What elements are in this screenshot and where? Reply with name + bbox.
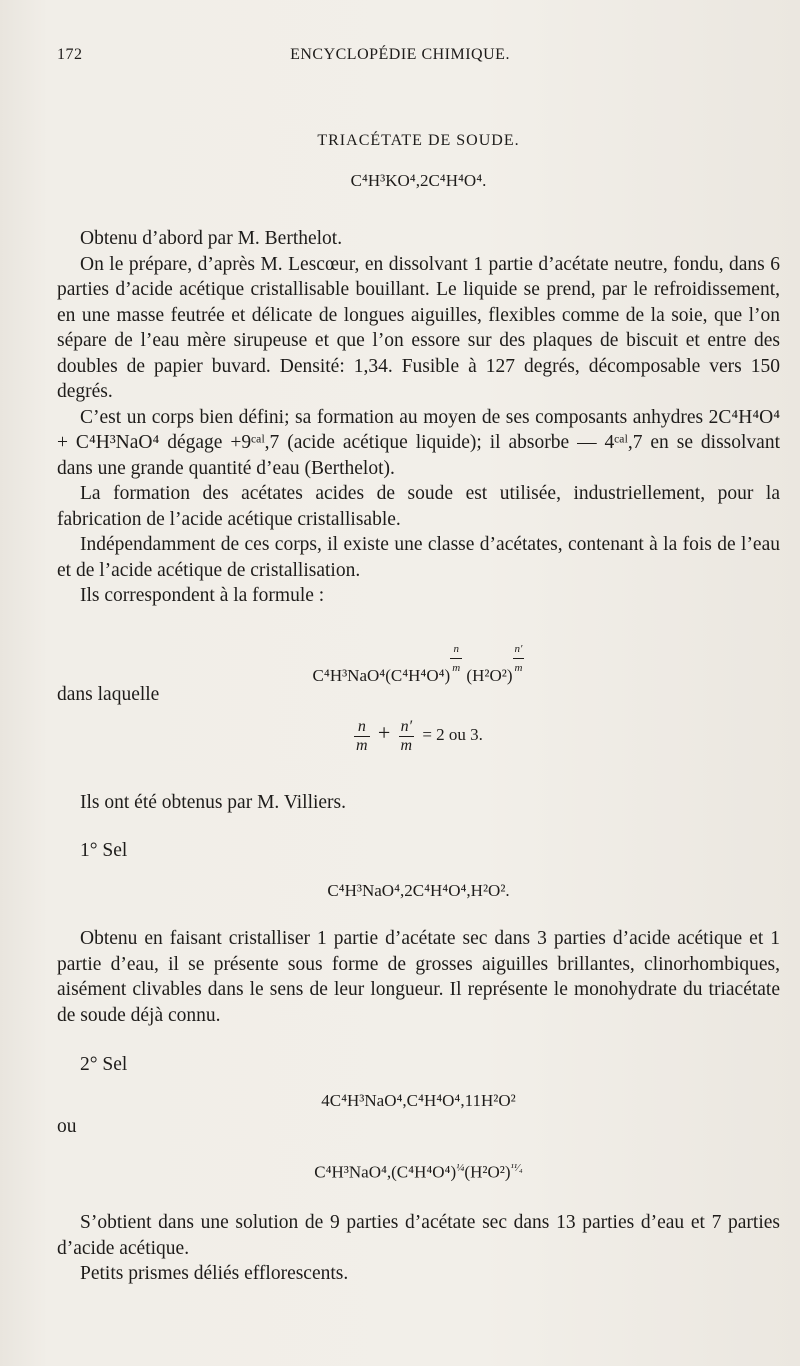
equation-plus: + [377, 720, 391, 746]
sel-2-label: 2° Sel [80, 1054, 128, 1075]
fraction-n-over-m [354, 718, 370, 755]
paragraph-7: Ils ont été obtenus par M. Villiers. [80, 792, 347, 813]
section-formula: C⁴H³KO⁴,2C⁴H⁴O⁴. [350, 171, 487, 190]
paragraph-9: S’obtient dans une solution de 9 parties d’acétate sec dans 13 parties d’eau et 7 parties d’acide acétique. [57, 1212, 780, 1259]
page-number: 172 [57, 46, 83, 63]
paragraph-6: Ils correspondent à la formule : [80, 585, 325, 606]
fraction-denominator-m: m [356, 737, 368, 754]
section-heading-block [57, 128, 780, 154]
paragraph-3: C’est un corps bien défini; sa formation au moyen de ses composants anhydres 2C⁴H⁴O⁴ + C⁴H³NaO⁴ dégage +9ᶜᵃˡ,7 (acide acétique liquide); il absorbe — 4ᶜᵃˡ,7 en se dissolvant dans une grande quantité d’eau (Berthelot). [57, 406, 780, 479]
paragraph-5: Indépendamment de ces corps, il existe une classe d’acétates, contenant à la fois de l’eau et de l’acide acétique de cristallisation. [57, 534, 780, 581]
exponent-m: m [452, 662, 461, 674]
fraction-numerator-n-prime: n′ [399, 718, 415, 737]
sel-2-alt-formula-block [57, 1156, 780, 1185]
ou-block [57, 1114, 780, 1140]
paragraph-2: On le prépare, d’après M. Lescœur, en dissolvant 1 partie d’acétate neutre, fondu, dans 6 parties d’acide acétique cristallisable bouillant. Le liquide se prend, par le refroidissement, en une masse feutrée et délicate de longues aiguilles, flexibles comme de la soie, que l’on sépare de l’eau mère sirupeuse et que l’on essore sur des plaques de biscuit et entre des doubles de papier buvard. Densité: 1,34. Fusible à 127 degrés, décomposable vers 150 degrés. [57, 253, 780, 402]
paragraph-4: La formation des acétates acides de soude est utilisée, industriellement, pour la fabrication de l’acide acétique cristallisable. [57, 483, 780, 530]
sel-2-alt-exponent-2: ¹¹⁄₄ [510, 1162, 523, 1174]
sel-1-description-block [57, 926, 780, 1028]
fraction-n-prime-over-m [399, 718, 415, 755]
ou-text: ou [57, 1116, 77, 1137]
sel-2-alt-formula-part-b: (H²O²) [464, 1162, 511, 1182]
general-formula-part-2: (H²O²) [466, 666, 513, 685]
villiers-block [57, 790, 780, 816]
dans-laquelle-text: dans laquelle [57, 684, 160, 705]
sel-2-formula-block [57, 1088, 780, 1114]
exponent-n-over-m [450, 640, 462, 677]
paragraph-block-1 [57, 226, 780, 609]
paragraph-10: Petits prismes déliés efflorescents. [80, 1263, 349, 1284]
equation-block [57, 718, 780, 755]
sel-2-label-block [57, 1052, 780, 1078]
section-formula-block [57, 168, 780, 194]
equation [57, 718, 780, 755]
fraction-numerator-n: n [354, 718, 370, 737]
sel-2-alt-formula-part-a: C⁴H³NaO⁴,(C⁴H⁴O⁴) [314, 1162, 457, 1182]
equation-result: = 2 ou 3. [422, 725, 483, 745]
running-head: ENCYCLOPÉDIE CHIMIQUE. [290, 46, 510, 63]
exponent-n-prime: n′ [513, 640, 525, 659]
paragraph-1: Obtenu d’abord par M. Berthelot. [80, 228, 343, 249]
sel-1-label-block [57, 838, 780, 864]
general-formula-part-1: C⁴H³NaO⁴(C⁴H⁴O⁴) [312, 666, 451, 685]
sel-1-formula: C⁴H³NaO⁴,2C⁴H⁴O⁴,H²O². [327, 881, 510, 900]
closing-block [57, 1210, 780, 1287]
sel-2-alt-exponent-1: ¼ [456, 1162, 465, 1174]
sel-2-alt-formula [57, 1156, 780, 1185]
exponent-n-prime-over-m [513, 640, 525, 677]
exponent-m-2: m [514, 662, 523, 674]
fraction-denominator-m-2: m [400, 737, 413, 754]
exponent-n: n [450, 640, 462, 659]
section-title: TRIACÉTATE DE SOUDE. [317, 132, 520, 149]
dans-laquelle-block [57, 682, 780, 708]
paragraph-8: Obtenu en faisant cristalliser 1 partie d’acétate sec dans 3 parties d’acide acétique et 1 partie d’eau, il se présente sous forme de grosses aiguilles brillantes, clinorhombiques, aisément clivables dans le sens de leur longueur. Il représente le monohydrate du triacétate de soude déjà connu. [57, 928, 780, 1026]
sel-2-formula: 4C⁴H³NaO⁴,C⁴H⁴O⁴,11H²O² [321, 1091, 516, 1110]
sel-1-label: 1° Sel [80, 840, 128, 861]
sel-1-formula-block [57, 878, 780, 904]
page-header [0, 46, 800, 72]
